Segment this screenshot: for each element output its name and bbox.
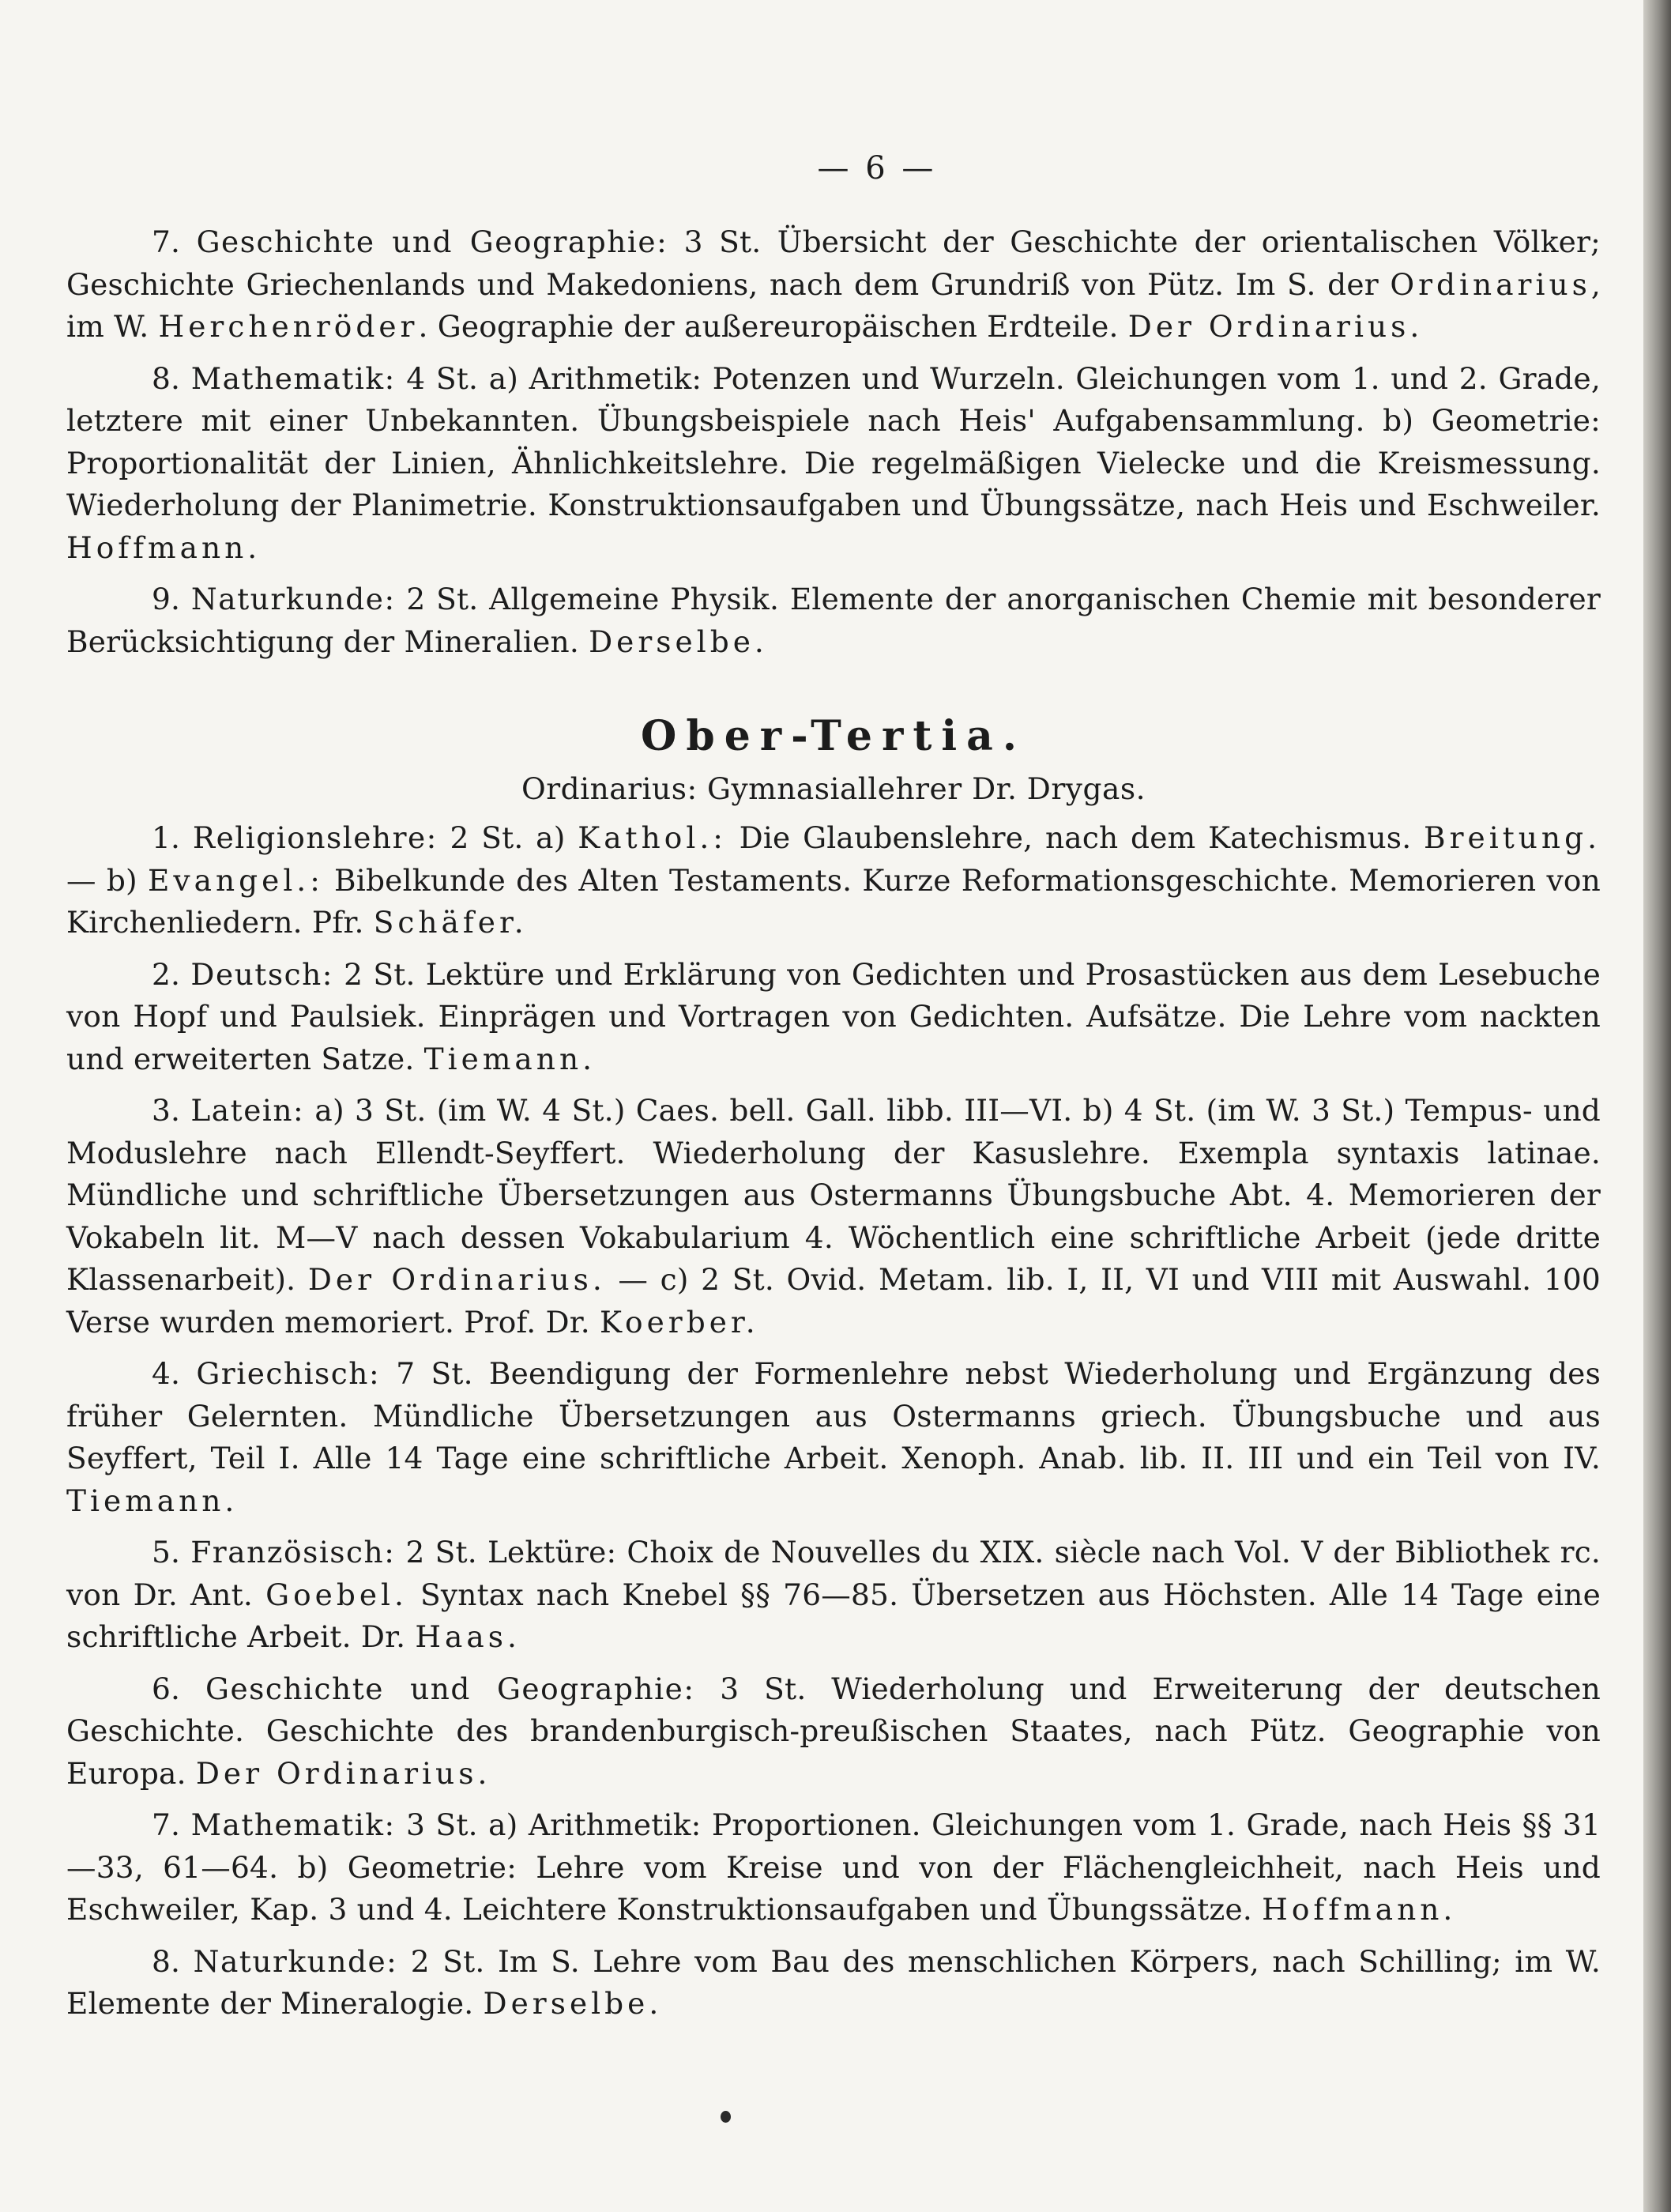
subject-text: a) [536, 820, 566, 855]
subject-label: Deutsch: [190, 956, 333, 992]
hours: 2 St. [344, 956, 416, 992]
item-number: 2. [152, 956, 181, 992]
teacher-name: Derselbe. [483, 1986, 663, 2021]
teacher-name: Koerber. [600, 1304, 759, 1340]
teacher-name: Tiemann. [423, 1041, 597, 1076]
hours: 2 St. [410, 1943, 485, 1979]
subject-paragraph-deutsch [66, 954, 1601, 1081]
subject-sublabel: Kathol.: [578, 820, 727, 855]
subject-paragraph-geschichte-geographie [66, 1668, 1601, 1796]
subject-text: Beendigung der Formenlehre nebst Wiederholung und Ergänzung des früher Gelernten. Mündliche Übersetzungen aus Ostermanns griech. Übungsbuche und aus Seyffert, Teil I. Alle 14 Tage eine schriftliche Arbeit. Xenoph. Anab. lib. II. III und ein Teil von IV. [66, 1356, 1601, 1475]
hours: 2 St. [405, 1535, 477, 1570]
hours: 7 St. [396, 1356, 473, 1391]
subject-paragraph-naturkunde [66, 578, 1601, 663]
hours: 3 St. [405, 1807, 478, 1842]
subject-label: Latein: [190, 1093, 305, 1128]
subject-text: . Geographie der außereuropäischen Erdteile. [418, 309, 1119, 344]
subject-label: Naturkunde: [193, 1943, 398, 1979]
subject-text: Wiederholung und Erweiterung der deutschen Geschichte. Geschichte des brandenburgisch-preußischen Staates, nach Pütz. Geographie von Europa. [66, 1671, 1601, 1791]
page-content [66, 150, 1601, 2035]
subject-text: Übersicht der Geschichte der orientalischen Völker; Geschichte Griechenlands und Makedoniens, nach dem Grundriß von Pütz. Im S. der [66, 224, 1601, 302]
teacher-name: Hoffmann. [66, 529, 262, 565]
teacher-name: Breitung. [1424, 820, 1601, 855]
page-number: — 6 — [817, 150, 937, 187]
subject-label: Mathematik: [190, 1807, 396, 1842]
item-number: 4. [152, 1356, 181, 1391]
subject-text: a) Arithmetik: Potenzen und Wurzeln. Gleichungen vom 1. und 2. Grade, letztere mit einer Unbekannten. Übungsbeispiele nach Heis' Aufgabensammlung. b) Geometrie: Proportionalität der Linien, Ähnlichkeitslehre. Die regelmäßigen Vielecke und die Kreismessung. Wiederholung der Planimetrie. Konstruktionsaufgaben und Übungssätze, nach Heis und Eschweiler. [66, 360, 1601, 522]
subject-sublabel: Evangel.: [148, 862, 324, 898]
hours: 2 St. [406, 582, 479, 616]
subject-paragraph-griechisch [66, 1353, 1601, 1522]
subject-text: Bibelkunde des Alten Testaments. Kurze Reformationsgeschichte. Memorieren von Kirchenliedern. Pfr. [66, 862, 1601, 940]
teacher-name: Derselbe. [589, 624, 768, 659]
subject-label: Naturkunde: [190, 582, 396, 616]
subject-text: Allgemeine Physik. Elemente der anorganischen Chemie mit besonderer Berücksichtigung der Mineralien. [66, 582, 1601, 659]
hours: 4 St. [406, 360, 479, 396]
subject-text: , im W. [66, 266, 1601, 344]
subject-paragraph-naturkunde-ot [66, 1941, 1601, 2025]
teacher-name: Herchenröder [158, 309, 419, 344]
teacher-name: Tiemann. [66, 1483, 239, 1518]
subject-text: — c) 2 St. Ovid. Metam. lib. I, II, VI und VIII mit Auswahl. 100 Verse wurden memoriert. Prof. Dr. [66, 1262, 1601, 1340]
subject-label: Geschichte und Geographie: [196, 224, 668, 259]
teacher-name: Der Ordinarius. [195, 1755, 491, 1791]
subject-paragraph-mathematik-ot [66, 1804, 1601, 1931]
item-number: 3. [152, 1093, 181, 1128]
subject-paragraph-mathematik [66, 358, 1601, 570]
hours: 3 St. [683, 224, 762, 259]
subject-paragraph-latein [66, 1090, 1601, 1343]
section-ordinarius: Ordinarius: Gymnasiallehrer Dr. Drygas. [521, 771, 1146, 806]
teacher-name: Schäfer. [373, 905, 528, 940]
subject-label: Griechisch: [196, 1356, 381, 1391]
subject-label: Mathematik: [190, 360, 396, 396]
subject-paragraph-franzoesisch [66, 1532, 1601, 1659]
teacher-name: Ordinarius [1390, 266, 1591, 302]
hours: 3 St. [720, 1671, 807, 1706]
subject-text: a) Arithmetik: Proportionen. Gleichungen vom 1. Grade, nach Heis §§ 31—33, 61—64. b) Geometrie: Lehre vom Kreise und von der Flächengleichheit, nach Heis und Eschweiler, Kap. 3 und 4. Leichtere Konstruktionsaufgaben und Übungssätze. [66, 1807, 1601, 1927]
subject-text: Im S. Lehre vom Bau des menschlichen Körpers, nach Schilling; im W. Elemente der Mineralogie. [66, 1943, 1601, 2021]
teacher-name: Hoffmann. [1262, 1892, 1457, 1927]
subject-label: Französisch: [190, 1535, 396, 1570]
ink-speck [721, 2111, 731, 2123]
subject-label: Geschichte und Geographie: [205, 1671, 695, 1706]
item-number: 8. [152, 1943, 181, 1979]
page-edge-shadow [1643, 0, 1671, 2212]
subject-text: Lektüre und Erklärung von Gedichten und Prosastücken aus dem Lesebuche von Hopf und Paulsiek. Einprägen und Vortragen von Gedichten. Aufsätze. Die Lehre vom nackten und erweiterten Satze. [66, 956, 1601, 1076]
teacher-name: Der Ordinarius. [307, 1262, 606, 1297]
item-number: 8. [152, 360, 181, 396]
item-number: 6. [152, 1671, 181, 1706]
subject-label: Religionslehre: [192, 820, 438, 855]
subject-text: a) 3 St. (im W. 4 St.) Caes. bell. Gall. libb. III—VI. b) 4 St. (im W. 3 St.) Tempus- und Moduslehre nach Ellendt-Seyffert. Wiederholung der Kasuslehre. Exempla syntaxis latinae. Mündliche und schriftliche Übersetzungen aus Ostermanns Übungsbuche Abt. 4. Memorieren der Vokabeln lit. M—V nach dessen Vokabularium 4. Wöchentlich eine schriftliche Arbeit (jede dritte Klassenarbeit). [66, 1093, 1601, 1297]
section-title: Ober-Tertia. [641, 712, 1026, 760]
item-number: 7. [152, 224, 181, 259]
item-number: 9. [152, 582, 181, 616]
teacher-name: Goebel. [265, 1577, 408, 1612]
teacher-name: Der Ordinarius. [1127, 309, 1424, 344]
item-number: 5. [152, 1535, 181, 1570]
item-number: 7. [152, 1807, 181, 1842]
subject-text: Syntax nach Knebel §§ 76—85. Übersetzen aus Höchsten. Alle 14 Tage eine schriftliche Arbeit. Dr. [66, 1577, 1601, 1654]
teacher-name: Haas. [415, 1619, 521, 1654]
subject-paragraph-geschichte [66, 221, 1601, 349]
subject-text: Lektüre: Choix de Nouvelles du XIX. siècle nach Vol. V der Bibliothek rc. von Dr. Ant. [66, 1535, 1601, 1612]
hours: 2 St. [450, 820, 524, 855]
item-number: 1. [152, 820, 181, 855]
subject-text: Die Glaubenslehre, nach dem Katechismus. [739, 820, 1412, 855]
subject-text: — b) [66, 862, 137, 898]
subject-paragraph-religion [66, 817, 1601, 944]
